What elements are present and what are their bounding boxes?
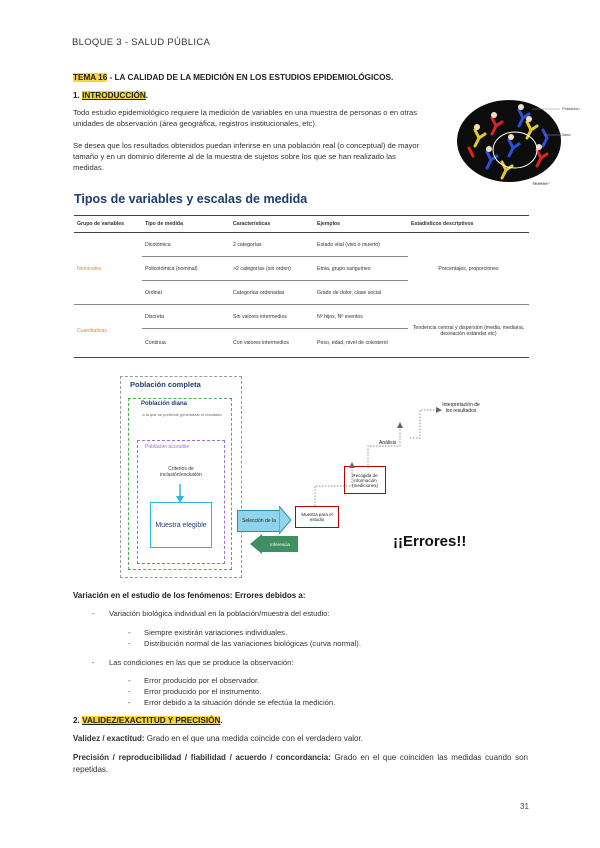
- intro-paragraph-1: Todo estudio epidemiológico requiere la medición de variables en una muestra de personas o en otras unidades de observación (área geográfica, registros institucionales, etc).: [73, 108, 418, 128]
- data-collection-box: Recogida de información (mediciones): [344, 466, 386, 494]
- bullet-dash: -: [128, 639, 131, 648]
- selection-arrow: Selección de la: [237, 510, 281, 532]
- precision-text: Grado en el que coinciden las medidas cuando son repetidas.: [73, 753, 529, 774]
- photo-label-population: Población: [562, 106, 580, 111]
- table-cell: Policotómica (nominal): [142, 257, 230, 281]
- section-1-title: INTRODUCCIÓN: [82, 91, 146, 100]
- validity-definition: [73, 733, 533, 745]
- intro-paragraph-2: Se desea que los resultados obtenidos puedan inferirse en una población real (o conceptual) de mayor tamaño y en un dominio diferente al de la muestra de sujetos sobre los que se han realizado las medidas.: [73, 141, 420, 172]
- variation-item-1: Variación biológica individual en la población/muestra del estudio:: [109, 609, 330, 618]
- table-cell: Estado vital (vivo o muerto): [314, 233, 408, 257]
- table-cell: Sin valores intermedios: [230, 305, 314, 329]
- table-cell: Dicotómica: [142, 233, 230, 257]
- table-row: [74, 233, 529, 257]
- variation-subitem: Siempre existirán variaciones individuales.: [144, 628, 288, 637]
- target-population-label: Población diana: [141, 401, 188, 407]
- variation-subitem: Error debido a la situación dónde se efectúa la medición.: [144, 698, 336, 707]
- bullet-dash: -: [128, 628, 131, 637]
- variation-title: Variación en el estudio de los fenómenos: Errores debidos a:: [73, 591, 306, 600]
- table-header: Grupo de variables: [74, 216, 142, 233]
- variation-subitem: Error producido por el observador.: [144, 676, 260, 685]
- section-2-heading: 2. VALIDEZ/EXACTITUD Y PRECISIÓN.: [73, 716, 223, 725]
- table-header: Características: [230, 216, 314, 233]
- table-header: Estadísticos descriptivos: [408, 216, 529, 233]
- topic-title-text: - LA CALIDAD DE LA MEDICIÓN EN LOS ESTUDIOS EPIDEMIOLÓGICOS.: [107, 73, 394, 82]
- variation-subitem: Error producido por el instrumento.: [144, 687, 262, 696]
- table-cell: Peso, edad, nivel de colesterol: [314, 329, 408, 358]
- photo-callout-lines: [530, 105, 595, 190]
- table-cell: Categorías ordenadas: [230, 281, 314, 305]
- table-header: Tipo de medida: [142, 216, 230, 233]
- interpretation-label: Interpretación de los resultados: [442, 402, 480, 414]
- inference-arrow-head: [250, 534, 262, 554]
- table-cell: Discreta: [142, 305, 230, 329]
- bullet-dash: -: [128, 687, 131, 696]
- accessible-population-label: Población accesible: [145, 444, 190, 450]
- photo-label-sample: Muestra: [533, 181, 548, 186]
- target-population-note: a la que se pretende generalizar el resultado: [142, 412, 222, 417]
- bullet-dash: -: [128, 698, 131, 707]
- table-header: Ejemplos: [314, 216, 408, 233]
- complete-population-label: Población completa: [130, 380, 201, 389]
- section-2-title: VALIDEZ/EXACTITUD Y PRECISIÓN: [82, 716, 221, 725]
- variation-subitem: Distribución normal de las variaciones biológicas (curva normal).: [144, 639, 361, 648]
- table-cell: >2 categorías (sin orden): [230, 257, 314, 281]
- table-title: Tipos de variables y escalas de medida: [74, 192, 308, 206]
- staircase-arrows: [300, 396, 480, 506]
- table-header-row: [74, 216, 529, 233]
- inference-arrow: Inferencia: [262, 536, 298, 552]
- precision-definition: [73, 752, 528, 776]
- table-cell: Porcentajes, proporciones: [408, 233, 529, 305]
- bullet-dash: -: [92, 658, 95, 667]
- topic-tag: TEMA 16: [73, 73, 108, 82]
- errors-callout: ¡¡Errores!!: [393, 533, 467, 550]
- variable-types-table: [74, 215, 529, 358]
- selection-arrow-head: [279, 506, 291, 534]
- table-cell: Ordinal: [142, 281, 230, 305]
- precision-term: Precisión / reproducibilidad / fiabilidad / acuerdo / concordancia:: [73, 753, 331, 762]
- table-cell: 2 categorías: [230, 233, 314, 257]
- table-cell: Tendencia central y dispersión (media, mediana, desviación estándar etc): [408, 305, 529, 358]
- table-cell: Etnia, grupo sanguíneo: [314, 257, 408, 281]
- inclusion-criteria-label: Criterios de inclusión/exclusión: [160, 466, 202, 478]
- validity-text: Grado en el que una medida coincide con el verdadero valor.: [144, 734, 363, 743]
- bullet-dash: -: [92, 609, 95, 618]
- table-cell: Nº hijos, Nº eventos: [314, 305, 408, 329]
- bullet-dash: -: [128, 676, 131, 685]
- photo-label-diana: Diana: [560, 132, 571, 137]
- section-1-heading: 1. INTRODUCCIÓN.: [73, 91, 149, 100]
- page-number: 31: [520, 802, 529, 811]
- table-row: [74, 305, 529, 329]
- variation-item-2: Las condiciones en las que se produce la observación:: [109, 658, 294, 667]
- down-arrow-icon: [175, 484, 185, 504]
- section-1-number: 1.: [73, 91, 83, 100]
- table-cell: Continua: [142, 329, 230, 358]
- validity-term: Validez / exactitud:: [73, 734, 145, 743]
- study-sample-box: Muestra para el estudio: [295, 506, 339, 528]
- table-cell: Con valores intermedios: [230, 329, 314, 358]
- analysis-label: Análisis: [379, 440, 397, 446]
- topic-title: [73, 73, 393, 82]
- table-cell: Grado de dolor, clase social: [314, 281, 408, 305]
- page-header: BLOQUE 3 - SALUD PÚBLICA: [72, 37, 211, 48]
- group-quantitative: Cuantitativas: [74, 305, 142, 358]
- group-nominal: Nominales: [74, 233, 142, 305]
- eligible-sample-box: Muestra elegible: [150, 502, 212, 548]
- section-2-number: 2.: [73, 716, 83, 725]
